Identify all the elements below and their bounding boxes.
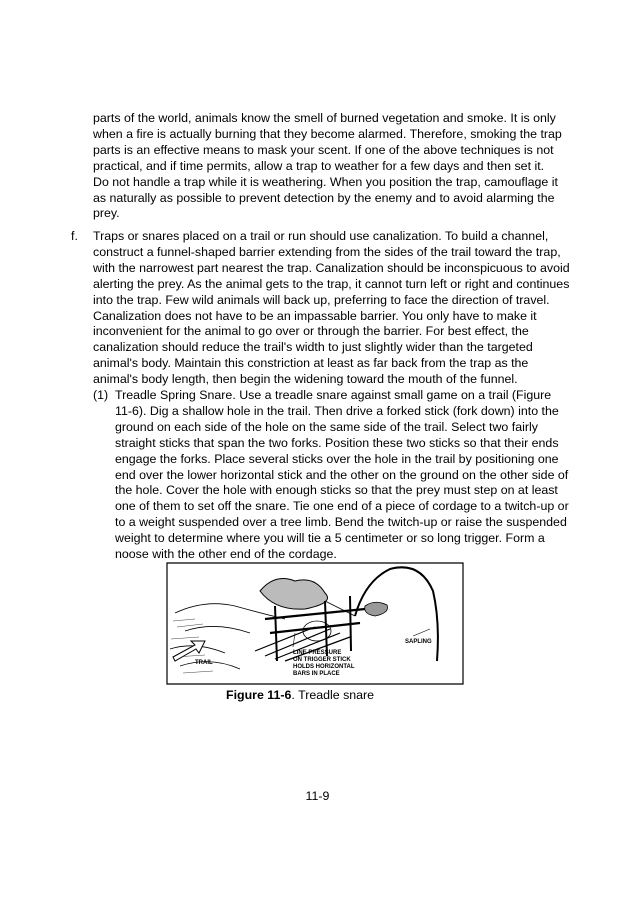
brush-lines [170,604,285,669]
item-f-marker: f. [71,229,78,243]
paragraph-subitem-1 [93,388,571,563]
pressure-label-line2: ON TRIGGER STICK [293,657,351,663]
paragraph-item-f [71,229,571,388]
page-number: 11-9 [305,789,330,803]
figure-caption-text: . Treadle snare [291,688,375,702]
paragraph-continuation: parts of the world, animals know the smell of burned vegetation and smoke. It is only when a fire is actually burning that they become alarmed. Therefore, smoking the trap parts is an effective means to mask your scent. If one of the above techniques is not practical, and if time permits, allow a trap to weather for a few days and then set it. Do not handle a trap while it is weathering. When you position the trap, camouflage it as naturally as possible to prevent detection by the enemy and to avoid alarming the prey. [93,111,562,221]
figure-caption-label: Figure 11-6 [226,688,292,702]
item-f-text: Traps or snares placed on a trail or run should use canalization. To build a channel, construct a funnel-shaped barrier extending from the sides of the trail toward the trap, with the narrowest part nearest the trap. Canalization should be inconspicuous to avoid alerting the prey. As the animal gets to the trap, it cannot turn left or right and continues into the trap. Few wild animals will back up, preferring to face the direction of travel. Canalization does not have to be an impassable barrier. You only have to make it inconvenient for the animal to go over or through the barrier. For best effect, the canalization should reduce the trail's width to just slightly wider than the targeted animal's body. Maintain this constriction at least as far back from the trap as the animal's body length, then begin the widening toward the mouth of the funnel. [93,229,570,387]
sapling-label: SAPLING [405,639,432,645]
subitem-1-text: Treadle Spring Snare. Use a treadle snare against small game on a trail (Figure 11-6). Dig a shallow hole in the trail. Then drive a forked stick (fork down) into the ground on each side of the hole on the same side of the trail. Select two fairly straight sticks that span the two forks. Position these two sticks so that their ends engage the forks. Place several sticks over the hole in the trail by positioning one end over the lower horizontal stick and the other on the ground on the other side of the hole. Cover the hole with enough sticks so that the prey must step on at least one of them to set off the snare. Tie one end of a piece of cordage to a twitch-up or to a weight suspended over a tree limb. Bend the twitch-up or raise the suspended weight to determine where you will tie a 5 centimeter or so long trigger. Form a noose with the other end of the cordage. [115,388,569,562]
pressure-label-line4: BARS IN PLACE [293,671,340,677]
trail-label: TRAIL [195,660,213,666]
sapling-leader [413,629,430,636]
treadle-snare-illustration [165,561,465,686]
pressure-label-line3: HOLDS HORIZONTAL [293,664,355,670]
small-rock [365,602,388,616]
rock-pile [260,579,328,610]
figure-caption [226,688,374,702]
sapling [355,567,438,661]
pressure-label-line1: LINE PRESSURE [293,650,342,656]
trail-arrow-icon [173,641,205,661]
subitem-1-marker: (1) [93,388,109,402]
